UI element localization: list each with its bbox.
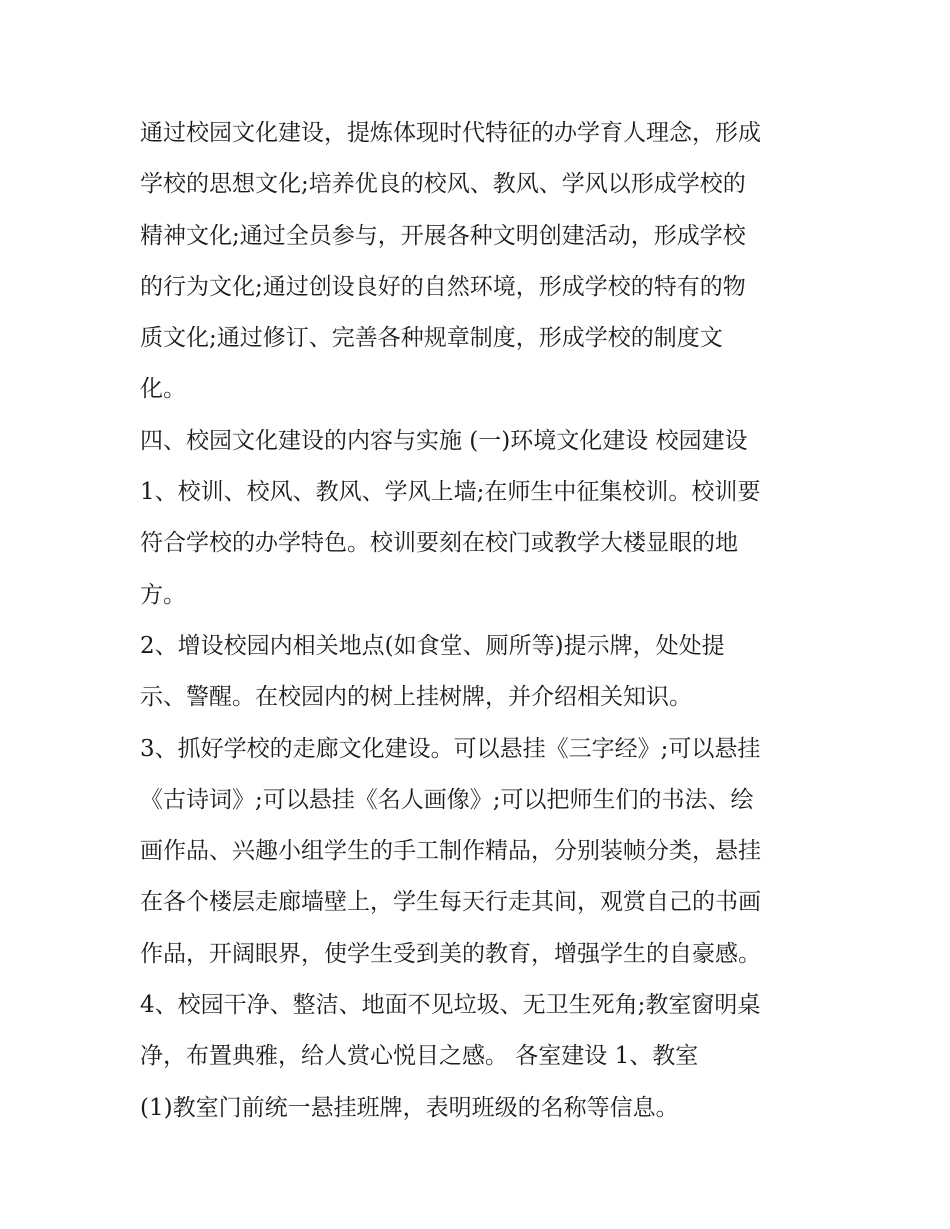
- text-line-14: 《古诗词》;可以悬挂《名人画像》;可以把师生们的书法、绘: [140, 786, 754, 813]
- text-line-4: 的行为文化;通过创设良好的自然环境，形成学校的特有的物: [140, 273, 746, 300]
- text-line-1: 通过校园文化建设，提炼体现时代特征的办学育人理念，形成: [140, 120, 761, 146]
- text-line-13: 3、抓好学校的走廊文化建设。可以悬挂《三字经》;可以悬挂: [140, 735, 761, 762]
- text-line-2: 学校的思想文化;培养优良的校风、教风、学风以形成学校的: [140, 171, 746, 198]
- text-line-10: 方。: [140, 581, 186, 608]
- text-line-9: 符合学校的办学特色。校训要刻在校门或教学大楼显眼的地: [140, 530, 738, 557]
- text-line-8: 1、校训、校风、教风、学风上墙;在师生中征集校训。校训要: [140, 479, 761, 506]
- section-heading-line: 四、校园文化建设的内容与实施 (一)环境文化建设 校园建设: [140, 427, 748, 454]
- text-line-11: 2、增设校园内相关地点(如食堂、厕所等)提示牌，处处提: [140, 632, 725, 659]
- text-line-16: 在各个楼层走廊墙壁上，学生每天行走其间，观赏自己的书画: [140, 889, 761, 916]
- text-line-19: 净，布置典雅，给人赏心悦目之感。 各室建设 1、教室: [140, 1043, 699, 1070]
- text-line-6: 化。: [140, 376, 186, 403]
- text-line-15: 画作品、兴趣小组学生的手工制作精品，分别装帧分类，悬挂: [140, 838, 761, 865]
- text-line-5: 质文化;通过修订、完善各种规章制度，形成学校的制度文: [140, 325, 723, 352]
- text-line-18: 4、校园干净、整洁、地面不见垃圾、无卫生死角;教室窗明桌: [140, 992, 761, 1019]
- text-line-17: 作品，开阔眼界，使学生受到美的教育，增强学生的自豪感。: [140, 940, 761, 967]
- text-line-12: 示、警醒。在校园内的树上挂树牌，并介绍相关知识。: [140, 684, 692, 711]
- text-line-3: 精神文化;通过全员参与，开展各种文明创建活动，形成学校: [140, 222, 746, 249]
- text-line-20: (1)教室门前统一悬挂班牌，表明班级的名称等信息。: [140, 1094, 679, 1121]
- body-text: [140, 108, 820, 1134]
